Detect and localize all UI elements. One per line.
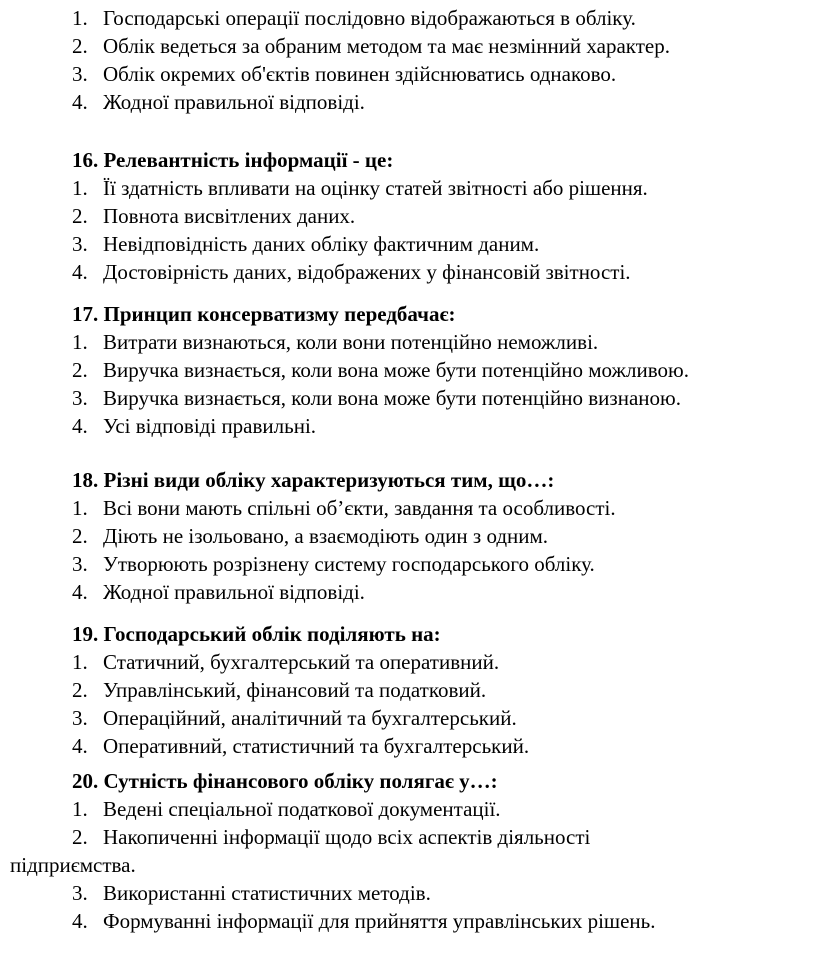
- option-text: Достовірність даних, відображених у фінансовій звітності.: [103, 260, 631, 284]
- option-number: 1.: [72, 496, 88, 520]
- option-text: Статичний, бухгалтерський та оперативний.: [103, 650, 500, 674]
- option-text: Жодної правильної відповіді.: [103, 90, 365, 114]
- option-number: 3.: [72, 62, 88, 86]
- option-20-2-continuation: підприємства.: [10, 853, 136, 877]
- option-number: 1.: [72, 650, 88, 674]
- question-17-title: 17. Принцип консерватизму передбачає:: [72, 302, 456, 326]
- option-text: Утворюють розрізнену систему господарського обліку.: [103, 552, 595, 576]
- option-number: 3.: [72, 881, 88, 905]
- option-number: 2.: [72, 678, 88, 702]
- option-number: 1.: [72, 797, 88, 821]
- option-text: Жодної правильної відповіді.: [103, 580, 365, 604]
- option-number: 4.: [72, 260, 88, 284]
- option-text: Її здатність впливати на оцінку статей звітності або рішення.: [103, 176, 648, 200]
- option-text: Діють не ізольовано, а взаємодіють один з одним.: [103, 524, 549, 548]
- option-text: Господарські операції послідовно відображаються в обліку.: [103, 6, 636, 30]
- option-text: Виручка визнається, коли вона може бути потенційно можливою.: [103, 358, 689, 382]
- option-number: 3.: [72, 552, 88, 576]
- option-number: 2.: [72, 34, 88, 58]
- option-number: 3.: [72, 386, 88, 410]
- option-number: 4.: [72, 580, 88, 604]
- option-text: Ведені спеціальної податкової документації.: [103, 797, 501, 821]
- question-16-title: 16. Релевантність інформації - це:: [72, 148, 394, 172]
- option-text: Повнота висвітлених даних.: [103, 204, 356, 228]
- option-text: Формуванні інформації для прийняття управлінських рішень.: [103, 909, 656, 933]
- option-text: Оперативний, статистичний та бухгалтерський.: [103, 734, 530, 758]
- option-number: 3.: [72, 706, 88, 730]
- option-number: 2.: [72, 204, 88, 228]
- question-19-title: 19. Господарський облік поділяють на:: [72, 622, 441, 646]
- option-text: Накопиченні інформації щодо всіх аспектів діяльності: [103, 825, 591, 849]
- option-number: 1.: [72, 6, 88, 30]
- option-number: 2.: [72, 524, 88, 548]
- option-text: Невідповідність даних обліку фактичним даним.: [103, 232, 540, 256]
- option-text: Виручка визнається, коли вона може бути потенційно визнаною.: [103, 386, 681, 410]
- option-number: 1.: [72, 176, 88, 200]
- option-text: Операційний, аналітичний та бухгалтерський.: [103, 706, 517, 730]
- option-text: Облік ведеться за обраним методом та має незмінний характер.: [103, 34, 670, 58]
- option-text: Всі вони мають спільні об’єкти, завдання та особливості.: [103, 496, 616, 520]
- option-text: Облік окремих об'єктів повинен здійснюватись однаково.: [103, 62, 617, 86]
- option-text: Використанні статистичних методів.: [103, 881, 431, 905]
- option-text: Усі відповіді правильні.: [103, 414, 317, 438]
- option-number: 4.: [72, 734, 88, 758]
- question-18-title: 18. Різні види обліку характеризуються тим, що…:: [72, 468, 555, 492]
- option-number: 1.: [72, 330, 88, 354]
- option-number: 4.: [72, 90, 88, 114]
- option-number: 4.: [72, 909, 88, 933]
- option-number: 2.: [72, 825, 88, 849]
- option-number: 4.: [72, 414, 88, 438]
- option-text: Витрати визнаються, коли вони потенційно неможливі.: [103, 330, 599, 354]
- option-text: Управлінський, фінансовий та податковий.: [103, 678, 487, 702]
- question-20-title: 20. Сутність фінансового обліку полягає у…:: [72, 769, 498, 793]
- option-number: 2.: [72, 358, 88, 382]
- option-number: 3.: [72, 232, 88, 256]
